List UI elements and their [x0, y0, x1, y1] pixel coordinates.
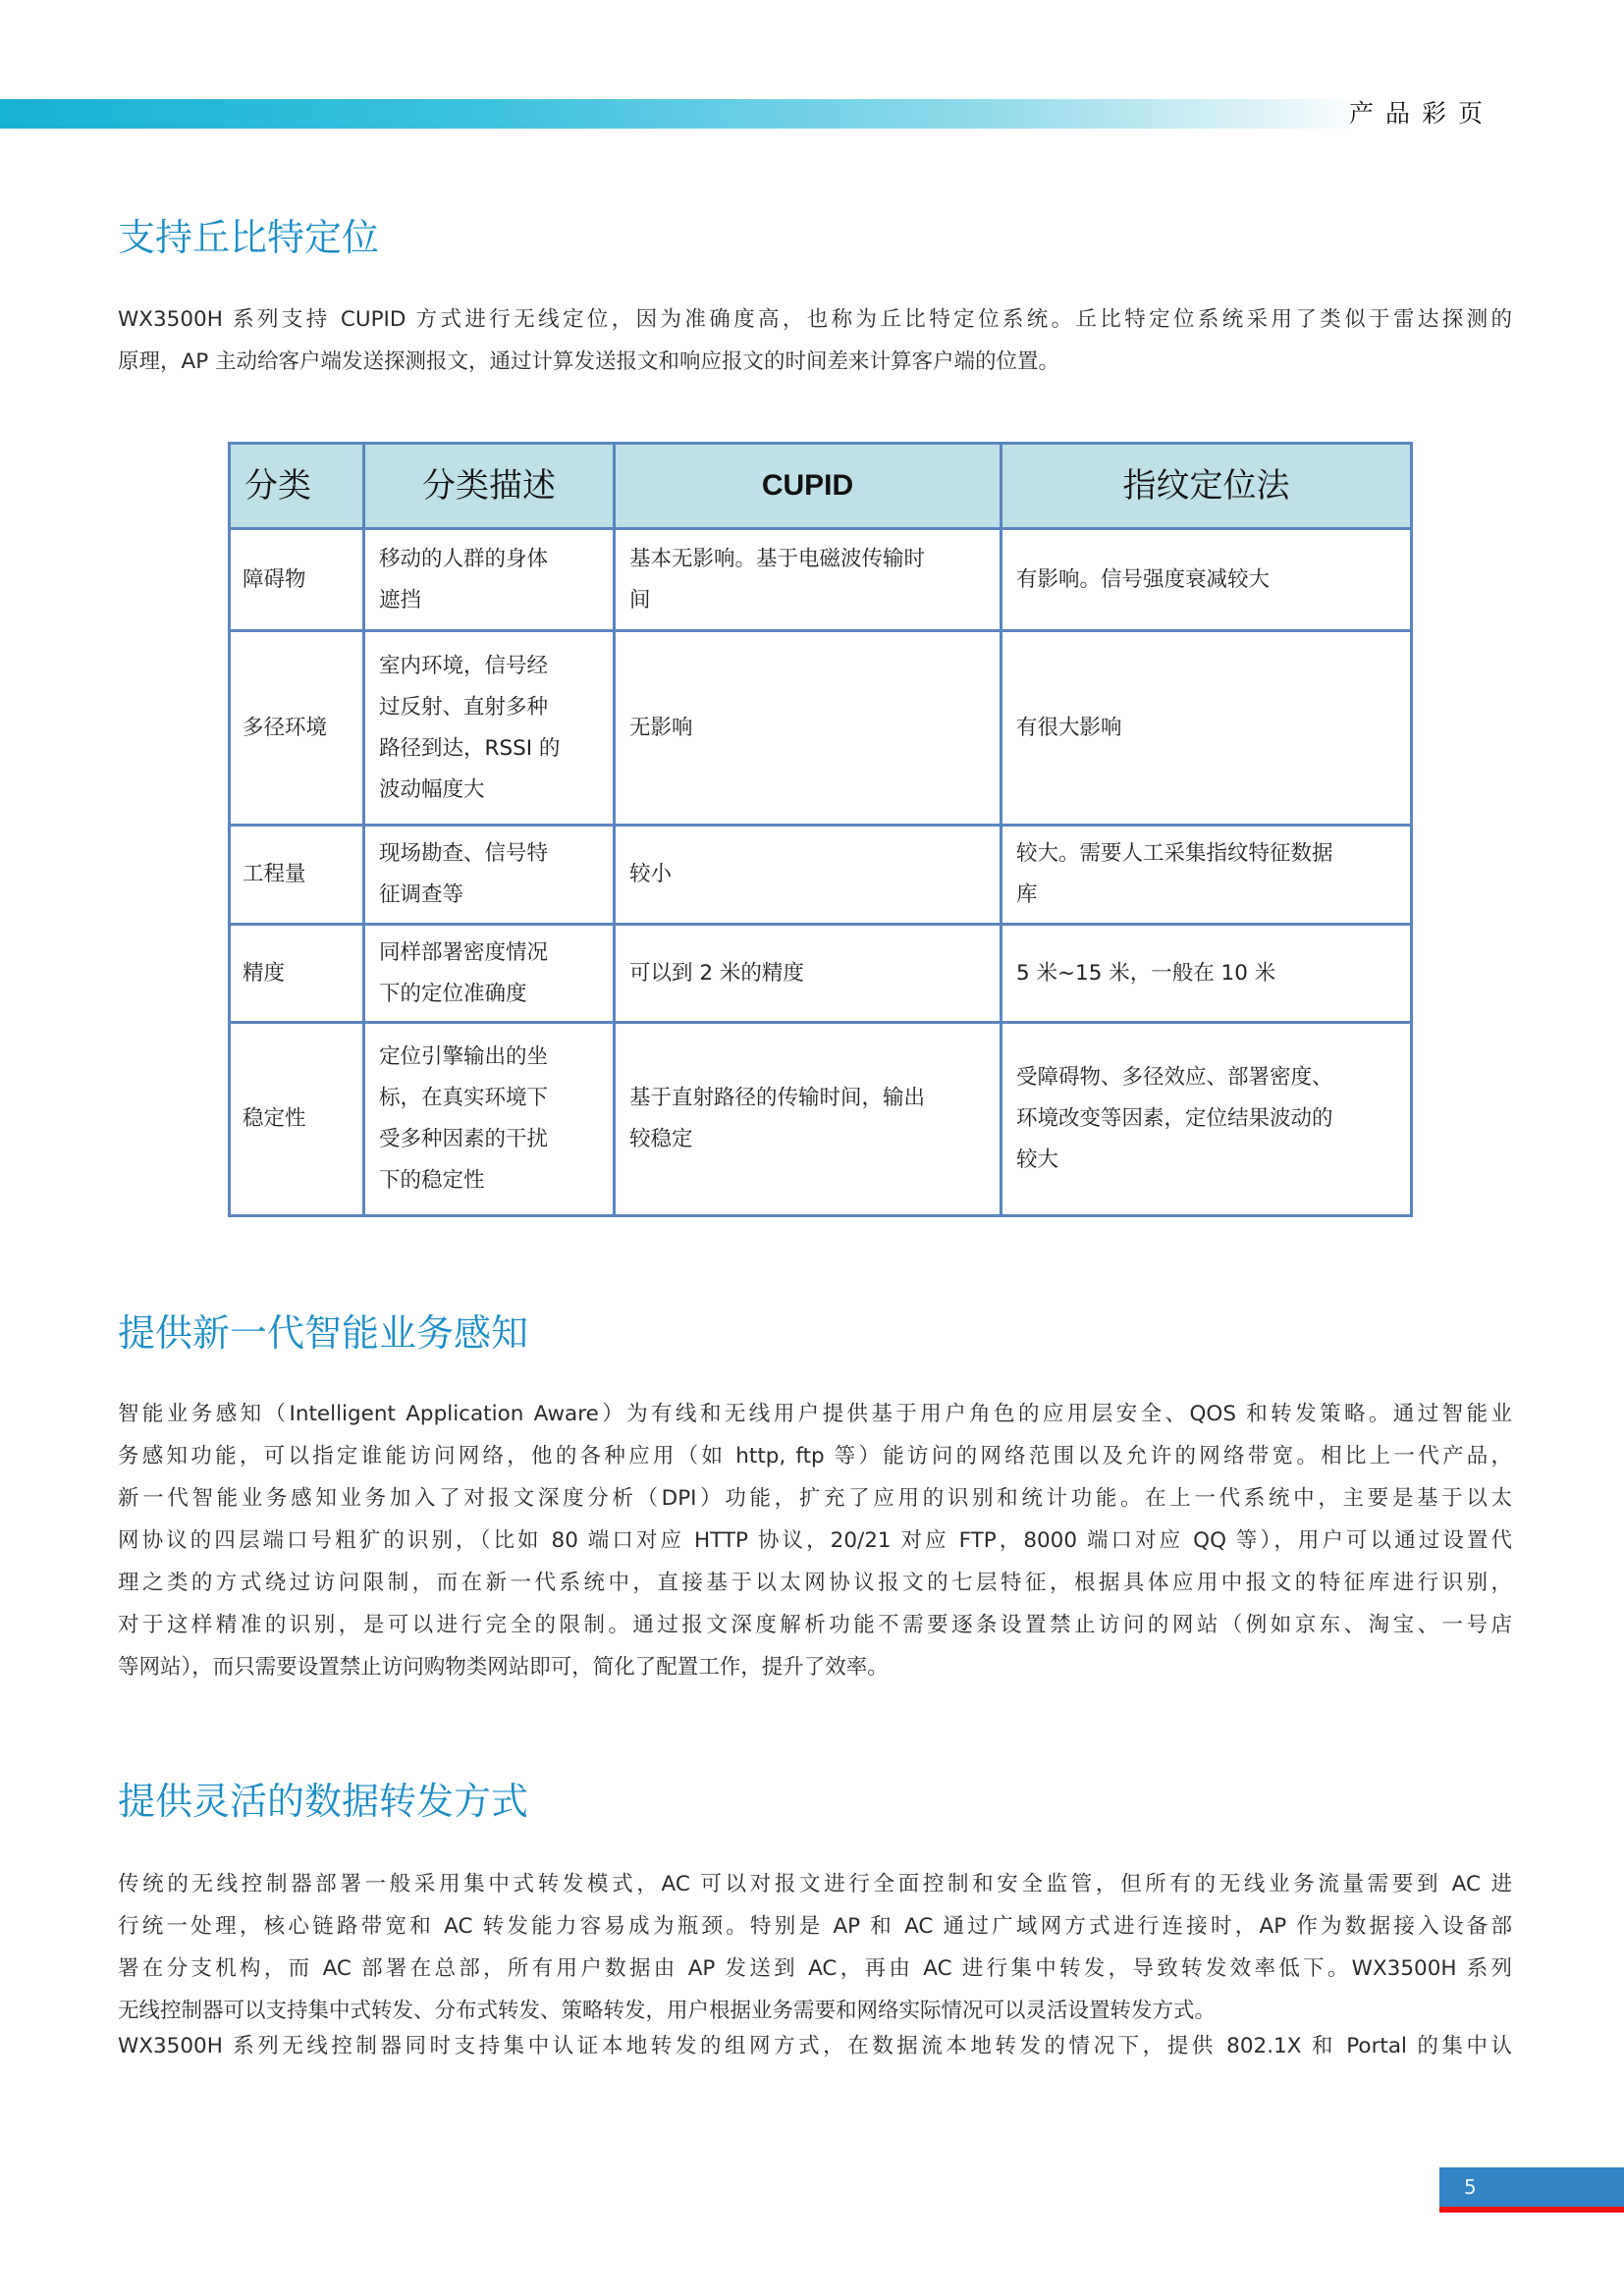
cell-fingerprint: [1001, 1023, 1412, 1216]
cell-line: 库: [1016, 882, 1038, 907]
cell-cupid: [615, 826, 1001, 925]
paragraph-line: 无线控制器可以支持集中式转发、分布式转发、策略转发，用户根据业务需要和网络实际情况可以灵活设置转发方式。: [118, 1999, 1217, 2023]
cell-line: 受多种因素的干扰: [379, 1127, 549, 1151]
paragraph-line: 智能业务感知（Intelligent Application Aware）为有线和无线用户提供基于用户角色的应用层安全、QOS 和转发策略。通过智能业: [118, 1402, 1512, 1426]
cell-line: 遮挡: [379, 587, 422, 613]
cell-cupid: [615, 631, 1001, 826]
cell-fingerprint: [1001, 631, 1412, 826]
paragraph-line: 网协议的四层端口号粗犷的识别，（比如 80 端口对应 HTTP 协议，20/21 对应 FTP，8000 端口对应 QQ 等），用户可以通过设置代: [118, 1528, 1512, 1553]
table-row: [230, 529, 1412, 631]
paragraph-line: 对于这样精准的识别，是可以进行完全的限制。通过报文深度解析功能不需要逐条设置禁止访问的网站（例如京东、淘宝、一号店: [118, 1613, 1512, 1637]
page-number: 5: [1464, 2175, 1477, 2199]
cell-line: 可以到 2 米的精度: [629, 960, 804, 986]
cell-description: [364, 631, 615, 826]
cell-line: 基于直射路径的传输时间，输出: [629, 1086, 926, 1110]
cell-line: 标，在真实环境下: [379, 1086, 549, 1110]
cell-line: 路径到达，RSSI 的: [379, 735, 561, 761]
cell-category: 障碍物: [230, 529, 364, 631]
cell-line: 有很大影响: [1016, 715, 1122, 740]
cell-line: 较大。需要人工采集指纹特征数据: [1016, 841, 1333, 866]
cell-line: 受障碍物、多径效应、部署密度、: [1016, 1065, 1333, 1090]
cell-line: 定位引擎输出的坐: [379, 1044, 549, 1069]
cell-description: [364, 529, 615, 631]
footer-red-stripe: [1439, 2207, 1624, 2213]
cell-line: 室内环境，信号经: [379, 653, 549, 678]
cell-line: 同样部署密度情况: [379, 939, 549, 965]
cell-line: 无影响: [629, 715, 693, 740]
cell-line: 下的稳定性: [379, 1168, 485, 1193]
cell-line: 下的定位准确度: [379, 981, 527, 1006]
comparison-table: [228, 442, 1413, 1217]
paragraph-forwarding-1: [118, 1863, 1512, 2032]
section-title-forwarding: 提供灵活的数据转发方式: [118, 1780, 529, 1823]
cell-category: 工程量: [230, 826, 364, 925]
cell-cupid: [615, 1023, 1001, 1216]
cell-line: 间: [629, 587, 651, 613]
cell-line: 环境改变等因素，定位结果波动的: [1016, 1106, 1333, 1131]
cell-fingerprint: [1001, 529, 1412, 631]
cell-cupid: [615, 529, 1001, 631]
table-header-row: [230, 444, 1412, 529]
cell-category: 精度: [230, 925, 364, 1023]
table-row: [230, 826, 1412, 925]
paragraph-application-aware: [118, 1393, 1512, 1688]
table-row: [230, 925, 1412, 1023]
section-title-application-aware: 提供新一代智能业务感知: [118, 1311, 529, 1355]
cell-description: [364, 1023, 615, 1216]
header-label: 产品彩页: [1349, 99, 1495, 128]
cell-line: 过反射、直射多种: [379, 694, 549, 720]
paragraph-line: WX3500H 系列无线控制器同时支持集中认证本地转发的组网方式，在数据流本地转发的情况下，提供 802.1X 和 Portal 的集中认: [118, 2034, 1512, 2058]
cell-line: 移动的人群的身体: [379, 546, 549, 571]
cell-category: 稳定性: [230, 1023, 364, 1216]
cell-line: 5 米~15 米，一般在 10 米: [1016, 960, 1276, 986]
header-description: 分类描述: [364, 444, 615, 529]
cell-category: 多径环境: [230, 631, 364, 826]
paragraph-line: 传统的无线控制器部署一般采用集中式转发模式，AC 可以对报文进行全面控制和安全监管，但所有的无线业务流量需要到 AC 进: [118, 1872, 1512, 1896]
cell-description: [364, 925, 615, 1023]
paragraph-line: 务感知功能，可以指定谁能访问网络，他的各种应用（如 http, ftp 等）能访问的网络范围以及允许的网络带宽。相比上一代产品，: [118, 1444, 1512, 1468]
cell-description: [364, 826, 615, 925]
cell-line: 波动幅度大: [379, 776, 485, 802]
section-title-cupid: 支持丘比特定位: [118, 216, 380, 259]
table-row: [230, 631, 1412, 826]
paragraph-line: 新一代智能业务感知业务加入了对报文深度分析（DPI）功能，扩充了应用的识别和统计功能。在上一代系统中，主要是基于以太: [118, 1486, 1512, 1511]
paragraph-line: 原理，AP 主动给客户端发送探测报文，通过计算发送报文和响应报文的时间差来计算客户端的位置。: [118, 349, 1060, 374]
cell-line: 较稳定: [629, 1127, 693, 1151]
paragraph-forwarding-2: [118, 2025, 1512, 2067]
cell-line: 有影响。信号强度衰减较大: [1016, 566, 1271, 592]
paragraph-line: 理之类的方式绕过访问限制，而在新一代系统中，直接基于以太网协议报文的七层特征，根据具体应用中报文的特征库进行识别，: [118, 1571, 1512, 1595]
cell-fingerprint: [1001, 925, 1412, 1023]
header-cupid: CUPID: [615, 444, 1001, 529]
cell-line: 基本无影响。基于电磁波传输时: [629, 546, 926, 571]
paragraph-line: 行统一处理，核心链路带宽和 AC 转发能力容易成为瓶颈。特别是 AP 和 AC 通过广域网方式进行连接时，AP 作为数据接入设备部: [118, 1914, 1512, 1939]
paragraph-line: WX3500H 系列支持 CUPID 方式进行无线定位，因为准确度高，也称为丘比特定位系统。丘比特定位系统采用了类似于雷达探测的: [118, 307, 1512, 332]
paragraph-line: 等网站），而只需要设置禁止访问购物类网站即可，简化了配置工作，提升了效率。: [118, 1655, 889, 1680]
paragraph-cupid-intro: [118, 298, 1512, 383]
cell-line: 较大: [1016, 1148, 1059, 1172]
cell-line: 现场勘查、信号特: [379, 841, 549, 866]
paragraph-line: 署在分支机构，而 AC 部署在总部，所有用户数据由 AP 发送到 AC，再由 AC 进行集中转发，导致转发效率低下。WX3500H 系列: [118, 1956, 1512, 1981]
cell-line: 较小: [629, 862, 673, 886]
header-fingerprint: 指纹定位法: [1001, 444, 1412, 529]
cell-cupid: [615, 925, 1001, 1023]
header-category: 分类: [230, 444, 364, 529]
cell-line: 征调查等: [379, 882, 464, 907]
cell-fingerprint: [1001, 826, 1412, 925]
table-row: [230, 1023, 1412, 1216]
